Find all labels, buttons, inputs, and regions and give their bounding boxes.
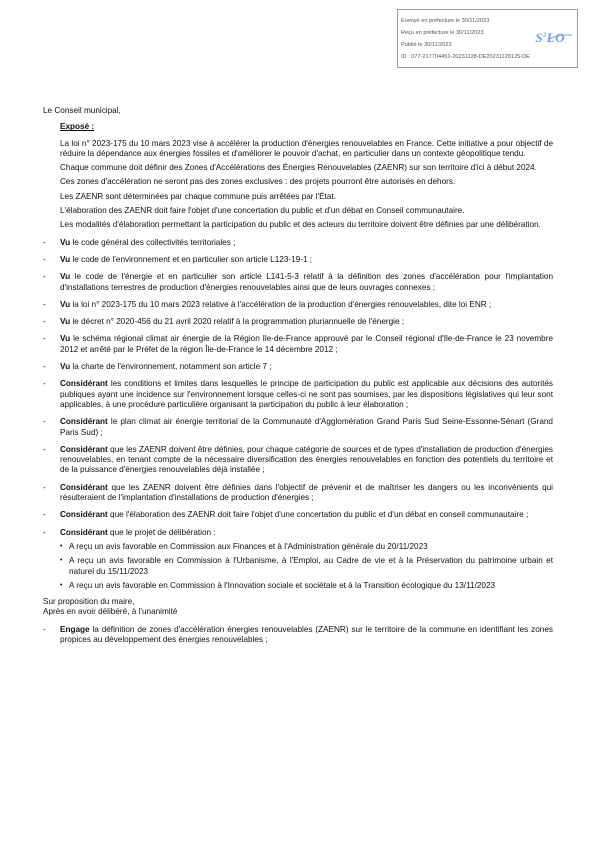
list-item: - Considérant les conditions et limites dans lesquelles le principe de participation du public est applicable aux décisions des autorités publiques ayant une incidence sur l'environnement lorsque celles-ci ne sont pas soumises, par les dispositions législatives qui leur sont applicables, à une procédure particulière organisant la participation du public à leur élaboration ; bbox=[43, 379, 553, 409]
list-item: - Vu le schéma régional climat air énergie de la Région Ile-de-France approuvé par le Conseil régional d'Ile-de-France le 23 novembre 2012 et arrêté par le Préfet de la région Île-de-France le 14 décembre 2012 ; bbox=[43, 334, 553, 354]
expose-paragraph: Les modalités d'élaboration permettant la participation du public et des acteurs du territoire doivent être définies par une délibération. bbox=[60, 220, 541, 230]
expose-paragraph: La loi n° 2023-175 du 10 mars 2023 vise à accélérer la production d'énergies renouvelables en France. Cette initiative a pour objectif de réduire la dépendance aux énergies fossiles et d'améliorer le pouvoir d'achat, en particulier dans un contexte géopolitique tendu. bbox=[60, 138, 553, 158]
list-item: - Vu le code de l'énergie et en particulier son article L141-5-3 relatif à la définition des zones d'accélération pour l'implantation d'installations terrestres de production d'énergies renouvelables ainsi que de leurs ouvrages connexes ; bbox=[43, 272, 553, 292]
expose-title: Exposé : bbox=[60, 122, 95, 132]
stamp-published-date: Publié le 30/11/2023 bbox=[401, 42, 452, 48]
deliberation-document bbox=[43, 106, 553, 645]
stamp-sent-date: Envoyé en préfecture le 30/11/2023 bbox=[401, 18, 490, 24]
logo-swoosh-icon bbox=[547, 32, 573, 42]
list-item: - Considérant que l'élaboration des ZAENR doit faire l'objet d'une concertation du public et d'un débat en conseil communautaire ; bbox=[43, 510, 529, 520]
list-item: - Considérant que les ZAENR doivent être définies dans l'objectif de prévenir et de maîtriser les dangers ou les inconvénients qui résulteraient de l'implantation d'installations de production d'énergies ; bbox=[43, 482, 553, 503]
stamp-id: ID : 077-217704451-20231128-DE20231128125-DE bbox=[401, 54, 530, 60]
deliberation-line: Après en avoir délibéré, à l'unanimité bbox=[43, 607, 178, 617]
decision-item: - Engage la définition de zones d'accélération énergies renouvelables (ZAENR) sur le territoire de la commune en identifiant les zones propices au développement des énergies renouvelables ; bbox=[43, 624, 553, 644]
bullet-item: • A reçu un avis favorable en Commission à l'Urbanisme, à l'Emploi, au Cadre de vie et à la Préservation du patrimoine urbain et naturel du 15/11/2023 bbox=[60, 556, 553, 576]
stamp-received-date: Reçu en préfecture le 30/11/2023 bbox=[401, 30, 484, 36]
list-item: - Vu le code de l'environnement et en particulier son article L123-19-1 ; bbox=[43, 254, 313, 264]
expose-paragraph: Les ZAENR sont déterminées par chaque commune puis arrêtées par l'État. bbox=[60, 191, 336, 201]
document-heading: Le Conseil municipal, bbox=[43, 106, 121, 115]
list-item: - Considérant que les ZAENR doivent être définies, pour chaque catégorie de sources et de types d'installation de production d'énergies renouvelables, en tenant compte de la nécessaire diversification des énergies renouvelables en fonction des potentiels du territoire et de la puissance d'énergies renouvelables déjà installée ; bbox=[43, 444, 553, 475]
list-item: - Vu la loi n° 2023-175 du 10 mars 2023 relative à l'accélération de la production d'énergies renouvelables, dite loi ENR ; bbox=[43, 299, 492, 309]
s2lo-logo: $S^2LO$ bbox=[535, 30, 565, 46]
list-item: - Vu le décret n° 2020-456 du 21 avril 2020 relatif à la programmation pluriannuelle de l'énergie ; bbox=[43, 317, 405, 327]
expose-section bbox=[43, 122, 553, 230]
expose-paragraph: L'élaboration des ZAENR doit faire l'objet d'une concertation du public et d'un débat en Conseil communautaire. bbox=[60, 206, 465, 216]
expose-paragraph: Chaque commune doit définir des Zones d'Accélérations des Énergies Renouvelables (ZAENR) sur son territoire d'ici à début 2024. bbox=[60, 163, 537, 173]
list-item: - Vu la charte de l'environnement, notamment son article 7 ; bbox=[43, 362, 272, 372]
bullet-item: • A reçu un avis favorable en Commission à l'Innovation sociale et sociétale et à la Transition écologique du 13/11/2023 bbox=[60, 580, 496, 590]
expose-paragraph: Ces zones d'accélération ne seront pas des zones exclusives : des projets pourront être autorisés en dehors. bbox=[60, 177, 456, 187]
bullet-item: • A reçu un avis favorable en Commission aux Finances et à l'Administration générale du 20/11/2023 bbox=[60, 541, 428, 551]
proposal-line: Sur proposition du maire, bbox=[43, 597, 135, 607]
prefecture-stamp bbox=[397, 9, 578, 68]
commission-bullets bbox=[43, 542, 553, 591]
list-item: - Considérant que le projet de délibération : bbox=[43, 527, 216, 537]
list-item: - Vu le code général des collectivités territoriales ; bbox=[43, 237, 236, 247]
list-item: - Considérant le plan climat air énergie territorial de la Communauté d'Agglomération Grand Paris Sud Seine-Essonne-Sénart (Grand Paris Sud) ; bbox=[43, 417, 553, 437]
